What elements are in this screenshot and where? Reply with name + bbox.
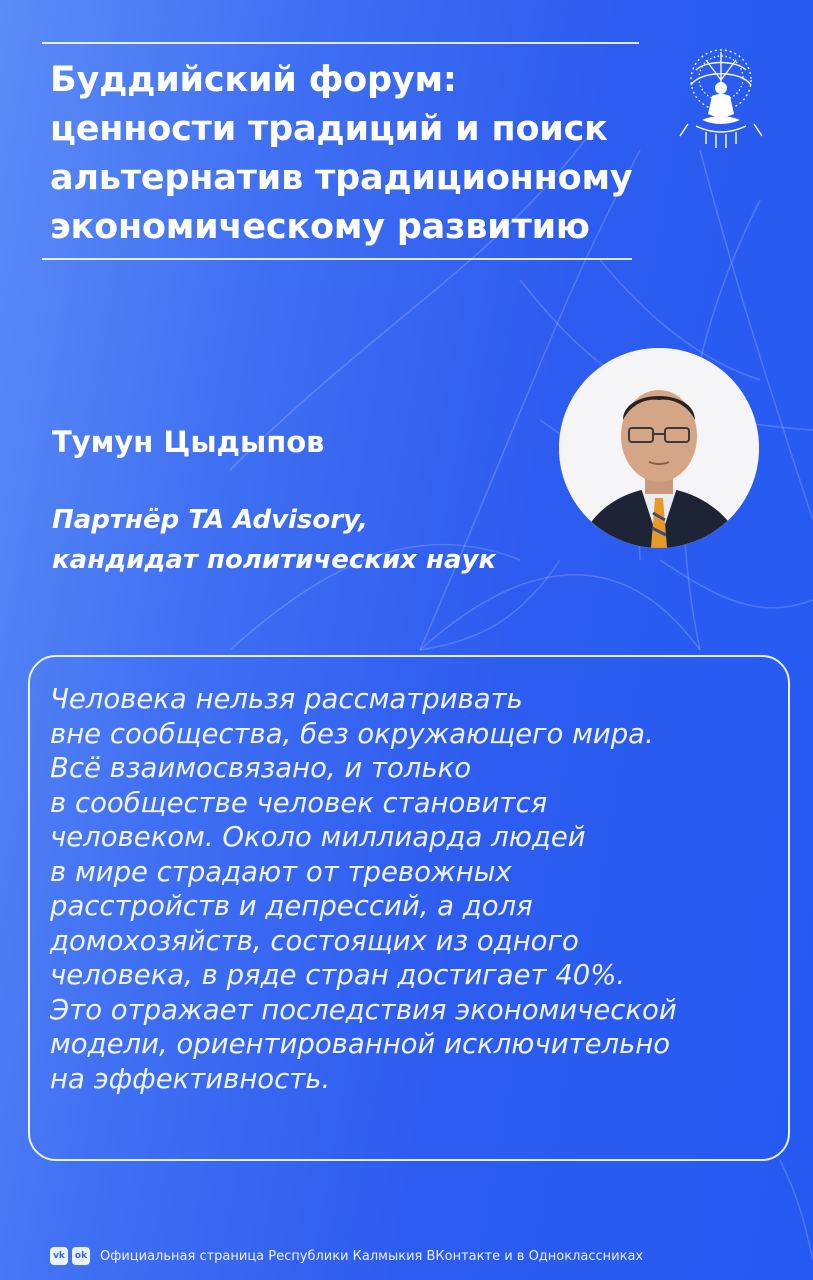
quote-line: на эффективность. [50, 1062, 331, 1095]
quote-line: человеком. Около миллиарда людей [50, 821, 586, 853]
speaker-name: Тумун Цыдыпов [52, 425, 325, 459]
quote-line: в мире страдают от тревожных [50, 855, 512, 888]
quote-line: расстройств и депрессий, а доля [50, 890, 533, 922]
page-title [50, 56, 650, 252]
speaker-role [52, 500, 496, 580]
footer [50, 1245, 643, 1267]
title-line: ценности традиций и поиск [50, 109, 608, 149]
quote-line: в сообществе человек становится [50, 786, 548, 819]
quote-text [50, 682, 790, 1096]
vk-icon[interactable]: vk [50, 1247, 68, 1265]
quote-line: вне сообщества, без окружающего мира. [50, 717, 654, 750]
title-divider [42, 258, 632, 260]
quote-line: Всё взаимосвязано, и только [50, 752, 472, 784]
title-line: альтернатив традиционному [50, 158, 633, 198]
speaker-role-line: кандидат политических наук [52, 545, 497, 575]
quote-line: человека, в ряде стран достигает 40%. [50, 959, 626, 991]
quote-line: домохозяйств, состоящих из одного [50, 924, 579, 957]
quote-line: модели, ориентированной исключительно [50, 1028, 671, 1060]
title-line: экономическому развитию [50, 207, 590, 247]
speaker-role-line: Партнёр TA Advisory, [52, 505, 368, 535]
quote-line: Это отражает последствия экономической [50, 993, 677, 1026]
top-divider [42, 42, 639, 44]
buddha-tree-logo [666, 40, 776, 160]
footer-text: Официальная страница Республики Калмыкия ВКонтакте и в Одноклассниках [100, 1248, 644, 1264]
speaker-portrait-illustration [559, 348, 759, 548]
odnoklassniki-icon[interactable]: ok [72, 1247, 90, 1265]
speaker-photo [559, 348, 759, 548]
quote-line: Человека нельзя рассматривать [50, 683, 523, 715]
title-line: Буддийский форум: [50, 60, 457, 100]
